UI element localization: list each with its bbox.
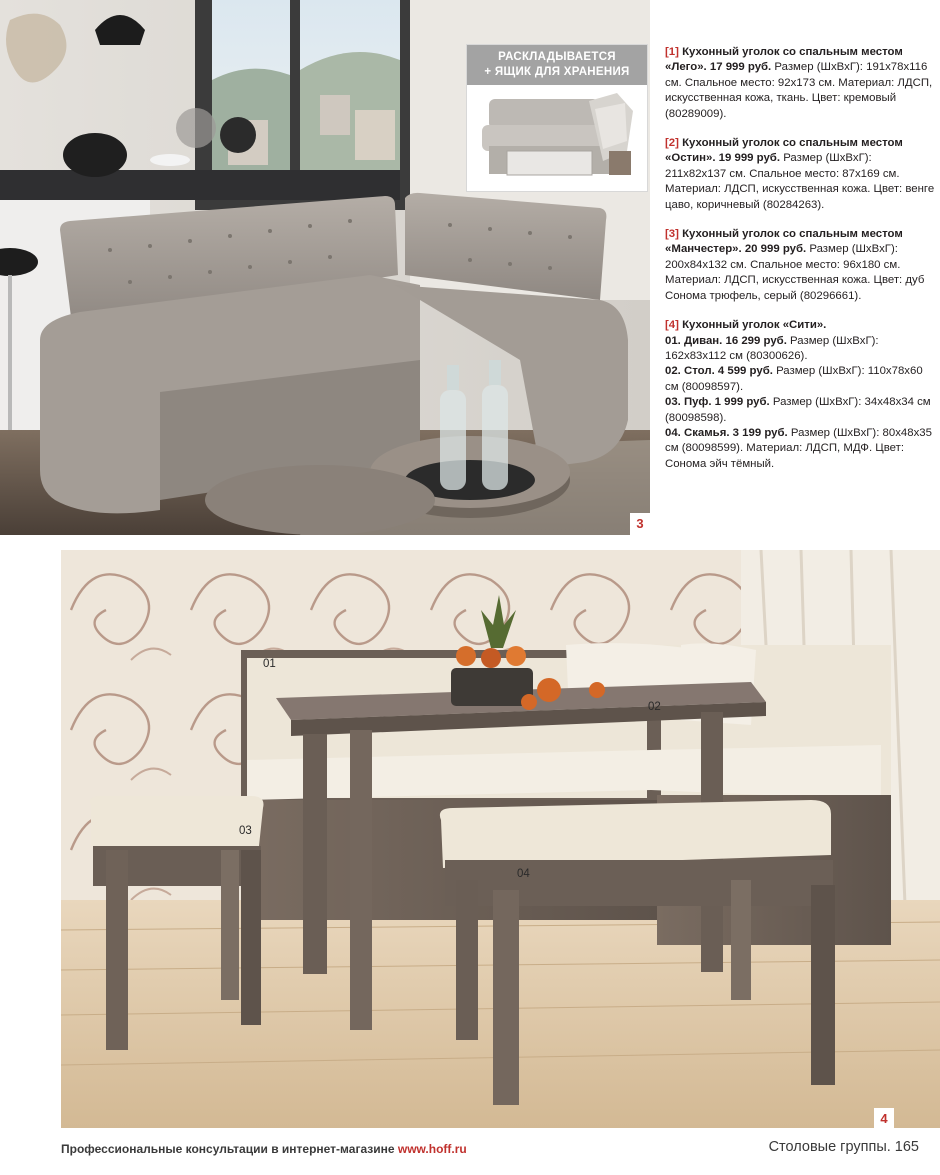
footer-text: Профессиональные консультации в интернет-магазине: [61, 1142, 395, 1156]
photo-number-4: 4: [874, 1108, 894, 1128]
inset-box: [466, 44, 648, 192]
product-number: [3]: [665, 228, 679, 241]
photo-number-3: 3: [630, 513, 650, 535]
inset-title: [467, 45, 647, 85]
product-1: [665, 45, 935, 122]
item-details: Размер (ШхВхГ): 110х78х60 см (80098597).: [665, 365, 923, 393]
label-table: 02: [648, 701, 661, 713]
item-details: Размер (ШхВхГ): 34х48х34 см (80098598).: [665, 396, 931, 424]
product-4: [665, 318, 935, 472]
product-item-02: [665, 364, 935, 395]
item-details: Размер (ШхВхГ): 80х48х35 см (80098599). Материал: ЛДСП, МДФ. Цвет: Сонома эйч тёмный.: [665, 426, 932, 470]
product-descriptions: [665, 45, 935, 486]
kitchen-set-illustration: [61, 550, 940, 1128]
label-pouf: 03: [239, 825, 252, 837]
product-item-01: [665, 334, 935, 365]
item-title: 02. Стол. 4 599 руб.: [665, 365, 773, 378]
item-title: 01. Диван. 16 299 руб.: [665, 334, 787, 347]
product-heading: Кухонный уголок со спальным местом «Лего». 17 999 руб.: [665, 46, 903, 74]
product-heading: Кухонный уголок «Сити».: [682, 319, 827, 332]
product-photo-4: [61, 550, 940, 1128]
product-details: Размер (ШхВхГ): 200х84х132 см. Спальное место: 96х180 см. Материал: ЛДСП, искусственная кожа. Цвет: дуб Сонома трюфель, серый (80296661).: [665, 243, 925, 302]
sofa-bed-drawer-illustration: [477, 91, 637, 185]
item-title: 04. Скамья. 3 199 руб.: [665, 426, 788, 439]
footer-url-link[interactable]: www.hoff.ru: [397, 1142, 467, 1156]
product-details: Размер (ШхВхГ): 191х78х116 см. Спальное место: 92х173 см. Материал: ЛДСП, искусственная кожа, ткань. Цвет: кремовый (80289009).: [665, 61, 933, 120]
product-number: [2]: [665, 137, 679, 150]
product-2: [665, 136, 935, 213]
product-item-04: [665, 426, 935, 472]
footer-section-page: Столовые группы. 165: [768, 1139, 919, 1155]
product-heading: Кухонный уголок со спальным местом «Манчестер». 20 999 руб.: [665, 228, 903, 256]
label-sofa: 01: [263, 658, 276, 670]
product-details: Размер (ШхВхГ): 211х82х137 см. Спальное место: 87х169 см. Материал: ЛДСП, искусственная кожа. Цвет: венге цаво, коричневый (80284263).: [665, 152, 935, 211]
product-3: [665, 227, 935, 304]
product-photo-3: [0, 0, 650, 535]
inset-title-line-1: РАСКЛАДЫВАЕТСЯ: [498, 51, 616, 63]
footer-consultation: [61, 1142, 467, 1156]
label-bench: 04: [517, 868, 530, 880]
product-item-03: [665, 395, 935, 426]
product-number: [4]: [665, 319, 679, 332]
item-details: Размер (ШхВхГ): 162х83х112 см (80300626).: [665, 334, 879, 362]
item-title: 03. Пуф. 1 999 руб.: [665, 396, 770, 409]
inset-title-line-2: + ЯЩИК ДЛЯ ХРАНЕНИЯ: [484, 66, 630, 78]
product-heading: Кухонный уголок со спальным местом «Остин». 19 999 руб.: [665, 137, 903, 165]
product-number: [1]: [665, 46, 679, 58]
